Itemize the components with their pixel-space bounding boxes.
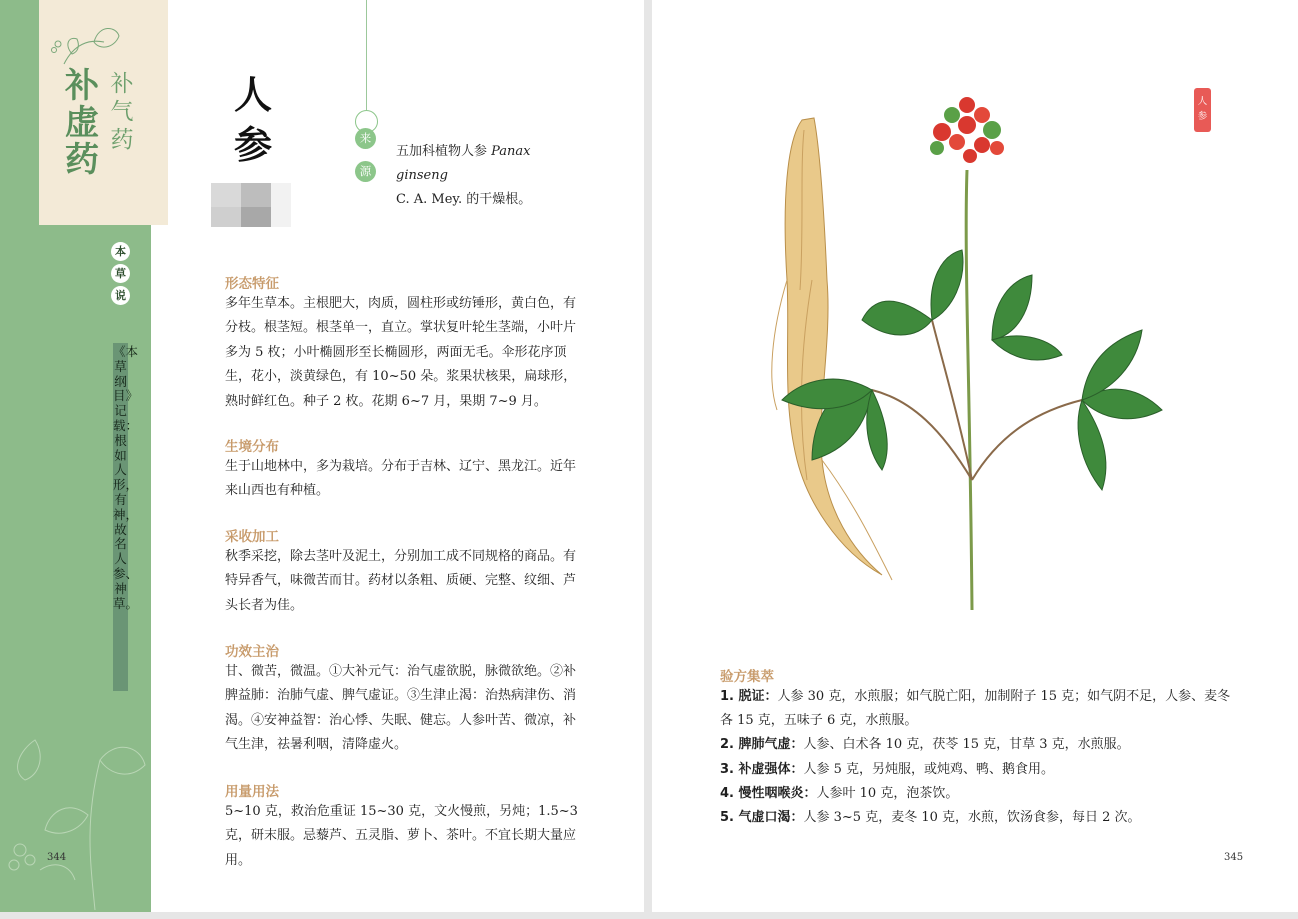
- bencao-label-3: 说: [111, 286, 130, 305]
- section-heading-morphology: 形态特征: [225, 276, 279, 292]
- source-label-1: 来: [355, 128, 376, 149]
- section-body-dosage: 5~10 克，救治危重证 15~30 克，文火慢煎，另炖；1.5~3 克，研末服。忌藜芦、五灵脂、萝卜、茶叶。不宜长期大量应用。: [225, 804, 578, 868]
- qr-code-icon: [211, 183, 291, 231]
- bencao-quote: 《本草纲目》记载：根如人形，有神，故名人参、神草。: [113, 344, 139, 611]
- right-page: [652, 0, 1298, 912]
- section-body-harvest: 秋季采挖，除去茎叶及泥土，分别加工成不同规格的商品。有特异香气，味微苦而甘。药材以条粗、质硬、完整、纹细、芦头长者为佳。: [225, 549, 577, 613]
- category-main-title: 补虚药: [65, 66, 99, 180]
- section-heading-efficacy: 功效主治: [225, 644, 279, 660]
- herb-title: 人参: [233, 72, 272, 167]
- plant-line-drawing-icon: [0, 720, 151, 910]
- ginseng-root: [785, 118, 882, 575]
- formula-item: 3. 补虚强体：人参 5 克，另炖服，或炖鸡、鸭、鹅食用。: [720, 761, 1055, 777]
- page-number-left: 344: [47, 852, 67, 863]
- formula-item: 4. 慢性咽喉炎：人参叶 10 克，泡茶饮。: [720, 785, 959, 801]
- bencao-label-2: 草: [111, 264, 130, 283]
- source-text: 五加科植物人参 Panax ginseng C. A. Mey. 的干燥根。: [396, 144, 532, 207]
- bencao-label-1: 本: [111, 242, 130, 261]
- source-line: [366, 0, 367, 110]
- section-heading-dosage: 用量用法: [225, 784, 279, 800]
- source-label-2: 源: [355, 161, 376, 182]
- section-heading-harvest: 采收加工: [225, 529, 279, 545]
- left-page: [0, 0, 644, 912]
- formula-list: [720, 685, 1240, 830]
- section-body-morphology: 多年生草本。主根肥大，肉质，圆柱形或纺锤形，黄白色，有分枝。根茎短。根茎单一，直立。掌状复叶轮生茎端，小叶片多为 5 枚；小叶椭圆形至长椭圆形，两面无毛。伞形花序顶生，花小，淡黄绿色，有 10~50 朵。浆果状核果，扁球形，熟时鲜红色。种子 2 枚。花期 6~7 月，果期 7~9 月。: [225, 296, 577, 409]
- formula-item: 2. 脾肺气虚：人参、白术各 10 克，茯苓 15 克，甘草 3 克，水煎服。: [720, 737, 1130, 753]
- page-number-right: 345: [1224, 852, 1244, 863]
- category-sub-title: 补气药: [110, 71, 134, 153]
- formula-heading: 验方集萃: [720, 669, 774, 685]
- ginseng-berries: [930, 97, 1004, 163]
- formula-item: 1. 脱证：人参 30 克，水煎服；如气脱亡阳，加制附子 15 克；如气阴不足，人参、麦冬各 15 克，五味子 6 克，水煎服。: [720, 689, 1231, 729]
- herb-tag: 人参: [1194, 88, 1211, 132]
- leaf-decoration-icon: [44, 14, 124, 74]
- ginseng-illustration: [742, 80, 1192, 620]
- section-body-habitat: 生于山地林中，多为栽培。分布于吉林、辽宁、黑龙江。近年来山西也有种植。: [225, 459, 577, 499]
- section-body-efficacy: 甘、微苦，微温。①大补元气：治气虚欲脱，脉微欲绝。②补脾益肺：治肺气虚、脾气虚证。③生津止渴：治热病津伤、消渴。④安神益智：治心悸、失眠、健忘。人参叶苦、微凉，补气生津，祛暑利咽，清降虚火。: [225, 664, 577, 753]
- section-heading-habitat: 生境分布: [225, 439, 279, 455]
- formula-item: 5. 气虚口渴：人参 3~5 克，麦冬 10 克，水煎，饮汤食参，每日 2 次。: [720, 810, 1141, 826]
